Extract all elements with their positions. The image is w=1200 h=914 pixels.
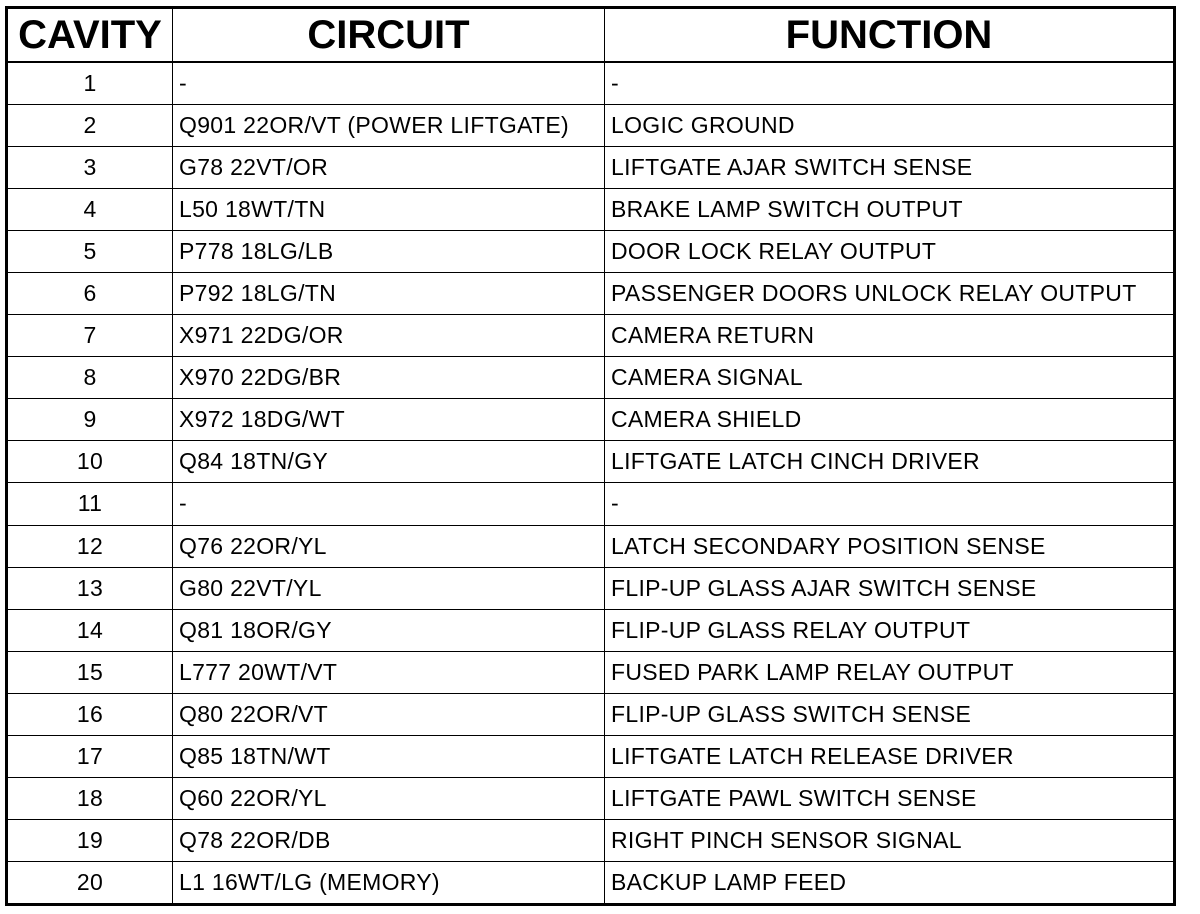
cavity-cell: 12 [7, 525, 173, 567]
table-body [7, 62, 1175, 905]
cavity-cell: 10 [7, 441, 173, 483]
circuit-cell: Q85 18TN/WT [173, 735, 605, 777]
cavity-cell: 3 [7, 147, 173, 189]
function-cell: CAMERA RETURN [605, 315, 1175, 357]
cavity-cell: 15 [7, 651, 173, 693]
cavity-cell: 14 [7, 609, 173, 651]
table-row [7, 483, 1175, 525]
header-cavity: CAVITY [7, 8, 173, 63]
table-row [7, 147, 1175, 189]
table-row [7, 357, 1175, 399]
table-row [7, 735, 1175, 777]
circuit-cell: Q80 22OR/VT [173, 693, 605, 735]
table-row [7, 567, 1175, 609]
table-row [7, 819, 1175, 861]
table-row [7, 609, 1175, 651]
table-row [7, 525, 1175, 567]
circuit-cell: G78 22VT/OR [173, 147, 605, 189]
circuit-cell: G80 22VT/YL [173, 567, 605, 609]
circuit-cell: Q84 18TN/GY [173, 441, 605, 483]
function-cell: FLIP-UP GLASS RELAY OUTPUT [605, 609, 1175, 651]
cavity-cell: 13 [7, 567, 173, 609]
table-row [7, 62, 1175, 105]
header-row [7, 8, 1175, 63]
function-cell: FUSED PARK LAMP RELAY OUTPUT [605, 651, 1175, 693]
function-cell: - [605, 62, 1175, 105]
function-cell: FLIP-UP GLASS AJAR SWITCH SENSE [605, 567, 1175, 609]
function-cell: LIFTGATE LATCH RELEASE DRIVER [605, 735, 1175, 777]
cavity-cell: 9 [7, 399, 173, 441]
function-cell: LIFTGATE LATCH CINCH DRIVER [605, 441, 1175, 483]
function-cell: - [605, 483, 1175, 525]
table-row [7, 861, 1175, 904]
cavity-cell: 18 [7, 777, 173, 819]
table-row [7, 189, 1175, 231]
circuit-cell: - [173, 62, 605, 105]
cavity-cell: 8 [7, 357, 173, 399]
function-cell: CAMERA SHIELD [605, 399, 1175, 441]
circuit-cell: Q76 22OR/YL [173, 525, 605, 567]
circuit-cell: L50 18WT/TN [173, 189, 605, 231]
cavity-cell: 7 [7, 315, 173, 357]
table-row [7, 651, 1175, 693]
cavity-cell: 2 [7, 105, 173, 147]
cavity-cell: 11 [7, 483, 173, 525]
cavity-cell: 4 [7, 189, 173, 231]
circuit-cell: Q901 22OR/VT (POWER LIFTGATE) [173, 105, 605, 147]
table-row [7, 315, 1175, 357]
function-cell: BACKUP LAMP FEED [605, 861, 1175, 904]
function-cell: PASSENGER DOORS UNLOCK RELAY OUTPUT [605, 273, 1175, 315]
circuit-cell: - [173, 483, 605, 525]
table-row [7, 693, 1175, 735]
circuit-cell: L777 20WT/VT [173, 651, 605, 693]
table-row [7, 399, 1175, 441]
table-row [7, 777, 1175, 819]
table-row [7, 105, 1175, 147]
function-cell: LIFTGATE PAWL SWITCH SENSE [605, 777, 1175, 819]
function-cell: DOOR LOCK RELAY OUTPUT [605, 231, 1175, 273]
function-cell: LOGIC GROUND [605, 105, 1175, 147]
cavity-cell: 16 [7, 693, 173, 735]
circuit-cell: L1 16WT/LG (MEMORY) [173, 861, 605, 904]
function-cell: FLIP-UP GLASS SWITCH SENSE [605, 693, 1175, 735]
circuit-cell: Q81 18OR/GY [173, 609, 605, 651]
header-function: FUNCTION [605, 8, 1175, 63]
cavity-cell: 20 [7, 861, 173, 904]
function-cell: LATCH SECONDARY POSITION SENSE [605, 525, 1175, 567]
circuit-cell: X970 22DG/BR [173, 357, 605, 399]
circuit-cell: P792 18LG/TN [173, 273, 605, 315]
function-cell: RIGHT PINCH SENSOR SIGNAL [605, 819, 1175, 861]
circuit-cell: X972 18DG/WT [173, 399, 605, 441]
connector-pinout-table [5, 6, 1176, 906]
cavity-cell: 6 [7, 273, 173, 315]
function-cell: LIFTGATE AJAR SWITCH SENSE [605, 147, 1175, 189]
header-circuit: CIRCUIT [173, 8, 605, 63]
circuit-cell: Q78 22OR/DB [173, 819, 605, 861]
circuit-cell: Q60 22OR/YL [173, 777, 605, 819]
table-row [7, 273, 1175, 315]
cavity-cell: 5 [7, 231, 173, 273]
circuit-cell: P778 18LG/LB [173, 231, 605, 273]
function-cell: BRAKE LAMP SWITCH OUTPUT [605, 189, 1175, 231]
cavity-cell: 19 [7, 819, 173, 861]
table-row [7, 231, 1175, 273]
circuit-cell: X971 22DG/OR [173, 315, 605, 357]
function-cell: CAMERA SIGNAL [605, 357, 1175, 399]
cavity-cell: 17 [7, 735, 173, 777]
table-row [7, 441, 1175, 483]
cavity-cell: 1 [7, 62, 173, 105]
